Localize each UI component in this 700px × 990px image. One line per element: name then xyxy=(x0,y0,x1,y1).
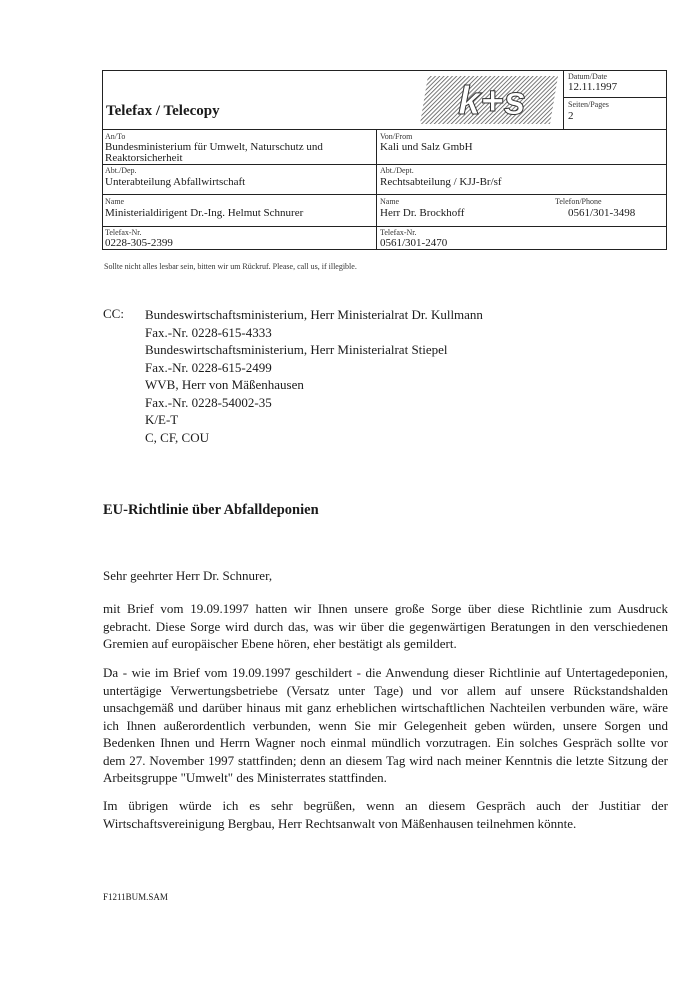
name-from-value: Herr Dr. Brockhoff xyxy=(380,207,465,219)
date-value: 12.11.1997 xyxy=(568,81,618,93)
to-label: An/To xyxy=(105,132,126,141)
cc-line: Bundeswirtschaftsministerium, Herr Ministerialrat Stiepel xyxy=(145,342,448,357)
dept-from-value: Rechtsabteilung / KJJ-Br/sf xyxy=(380,176,502,188)
cc-line: C, CF, COU xyxy=(145,429,209,445)
date-label: Datum/Date xyxy=(568,72,608,81)
phone-value: 0561/301-3498 xyxy=(568,207,636,219)
from-value: Kali und Salz GmbH xyxy=(380,141,473,153)
date-pages-box xyxy=(563,70,667,130)
cc-line: Fax.-Nr. 0228-615-4333 xyxy=(145,324,272,340)
fax-to-label: Telefax-Nr. xyxy=(105,228,142,237)
phone-label: Telefon/Phone xyxy=(555,197,602,206)
letter-subject: EU-Richtlinie über Abfalldeponien xyxy=(103,502,319,518)
fax-title: Telefax / Telecopy xyxy=(106,103,220,119)
logo-text: k+s xyxy=(458,79,526,123)
dept-to-label: Abt./Dep. xyxy=(105,166,137,175)
fax-from-value: 0561/301-2470 xyxy=(380,237,448,249)
paragraph-3: Im übrigen würde ich es sehr begrüßen, wenn an diesem Gespräch auch der Justitiar der Wirtschaftsvereinigung Bergbau, Herr Rechtsanwalt von Mäßenhausen teilnehmen könnte. xyxy=(103,798,668,831)
dept-to-value: Unterabteilung Abfallwirtschaft xyxy=(105,176,246,188)
name-to-value: Ministerialdirigent Dr.-Ing. Helmut Schnurer xyxy=(105,207,304,219)
name-to-label: Name xyxy=(105,197,125,206)
file-reference: F1211BUM.SAM xyxy=(103,892,168,902)
legibility-note: Sollte nicht alles lesbar sein, bitten wir um Rückruf. Please, call us, if illegible. xyxy=(104,262,357,271)
cc-line: WVB, Herr von Mäßenhausen xyxy=(145,377,304,392)
company-logo xyxy=(420,74,560,126)
salutation: Sehr geehrter Herr Dr. Schnurer, xyxy=(103,568,273,583)
address-grid xyxy=(102,130,667,250)
paragraph-2: Da - wie im Brief vom 19.09.1997 geschildert - die Anwendung dieser Richtlinie auf Untertagedeponien, untertägige Verwertungsbetriebe (Versatz unter Tage) und vor allem auf unsere Rückstandshalden unsachgemäß und darüber hinaus mit ganz erheblichen wirtschaftlichen Nachteilen verbunden wäre, wäre ich Ihnen außerordentlich verbunden, wenn Sie mir Gelegenheit geben würden, unsere Sorgen und Bedenken Ihnen und Herrn Wagner noch einmal mündlich vorzutragen. Ein solches Gespräch sollte vor dem 27. November 1997 stattfinden; denn an diesem Tag wird nach meiner Kenntnis die letzte Sitzung der Arbeitsgruppe "Umwelt" des Ministerrates stattfinden. xyxy=(103,665,668,785)
fax-from-label: Telefax-Nr. xyxy=(380,228,417,237)
cc-line: Fax.-Nr. 0228-615-2499 xyxy=(145,359,272,375)
cc-line: Bundeswirtschaftsministerium, Herr Ministerialrat Dr. Kullmann xyxy=(145,307,483,322)
paragraph-1: mit Brief vom 19.09.1997 hatten wir Ihnen unsere große Sorge über diese Richtlinie zum Ausdruck gebracht. Diese Sorge wird durch das, was wir über die gegenwärtigen Beratungen in den verschiedenen Gremien auf europäischer Ebene hören, eher bestätigt als gemildert. xyxy=(103,601,668,651)
name-from-label: Name xyxy=(380,197,400,206)
cc-line: Fax.-Nr. 0228-54002-35 xyxy=(145,394,272,410)
to-value-line1: Bundesministerium für Umwelt, Naturschutz und xyxy=(105,141,323,153)
cc-list xyxy=(145,306,483,446)
cc-line: K/E-T xyxy=(145,412,179,427)
to-value-line2: Reaktorsicherheit xyxy=(105,152,183,164)
fax-to-value: 0228-305-2399 xyxy=(105,237,173,249)
pages-value: 2 xyxy=(568,110,574,122)
dept-from-label: Abt./Dept. xyxy=(380,166,414,175)
pages-label: Seiten/Pages xyxy=(568,100,609,109)
from-label: Von/From xyxy=(380,132,413,141)
cc-label: CC: xyxy=(103,306,124,321)
